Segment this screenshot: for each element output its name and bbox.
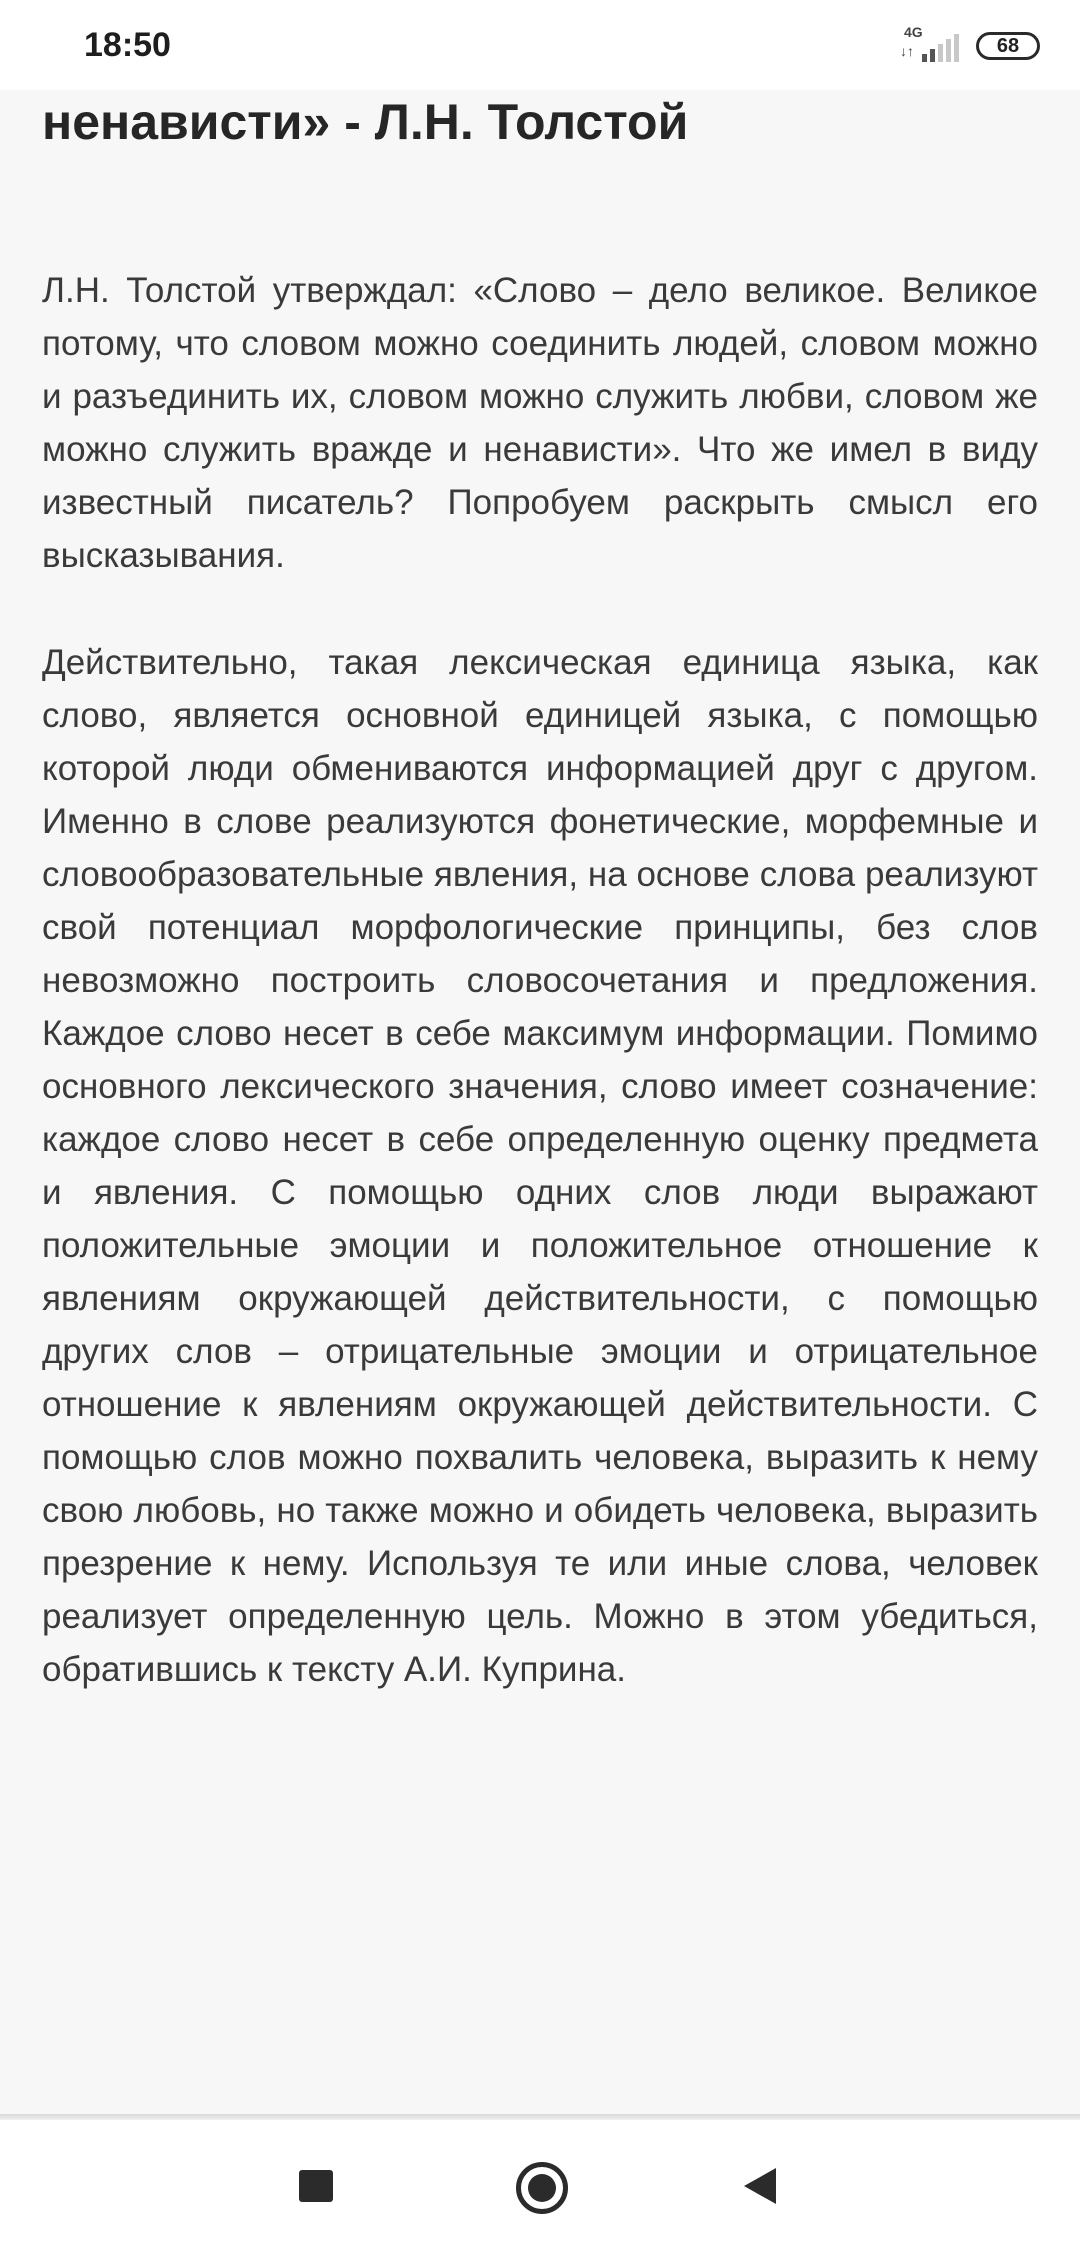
signal-bar-3 — [938, 44, 943, 62]
signal-bar-5 — [954, 34, 959, 62]
back-button[interactable] — [718, 2120, 808, 2248]
recents-button[interactable] — [271, 2120, 361, 2248]
navigation-bar — [0, 2120, 1080, 2248]
article-title: ненависти» - Л.Н. Толстой — [42, 94, 689, 150]
home-button[interactable] — [495, 2120, 585, 2248]
article-paragraph-1: Л.Н. Толстой утверждал: «Слово – дело великое. Великое потому, что словом можно соединить людей, словом можно и разъединить их, словом можно служить любви, словом же можно служить вражде и ненависти». Что же имел в виду известный писатель? Попробуем раскрыть смысл его высказывания. — [42, 271, 1038, 575]
signal-bar-1 — [922, 54, 927, 62]
circle-home-icon — [516, 2162, 568, 2214]
signal-bars-icon — [898, 24, 962, 64]
signal-bar-4 — [946, 39, 951, 62]
status-bar — [0, 0, 1080, 90]
battery-level: 68 — [996, 35, 1020, 57]
network-arrows-icon: ↓↑ — [900, 43, 914, 59]
article-paragraph-2: Действительно, такая лексическая единица языка, как слово, является основной единицей языка, с помощью которой люди обмениваются информацией друг с другом. Именно в слове реализуются фонетические, морфемные и словообразовательные явления, на основе слова реализуют свой потенциал морфологические принципы, без слов невозможно построить словосочетания и предложения. Каждое слово несет в себе максимум информации. Помимо основного лексического значения, слово имеет созначение: каждое слово несет в себе определенную оценку предмета и явления. С помощью одних слов люди выражают положительные эмоции и положительное отношение к явлениям окружающей действительности, с помощью других слов – отрицательные эмоции и отрицательное отношение к явлениям окружающей действительности. С помощью слов можно похвалить человека, выразить к нему свою любовь, но также можно и обидеть человека, выразить презрение к нему. Используя те или иные слова, человек реализует определенную цель. Можно в этом убедиться, обратившись к тексту А.И. Куприна. — [42, 643, 1038, 1689]
network-type: 4G — [904, 24, 923, 40]
battery-icon — [976, 32, 1040, 60]
square-recents-icon — [299, 2170, 333, 2202]
triangle-back-icon — [744, 2168, 776, 2204]
signal-bar-2 — [930, 49, 935, 62]
status-time: 18:50 — [84, 26, 171, 64]
